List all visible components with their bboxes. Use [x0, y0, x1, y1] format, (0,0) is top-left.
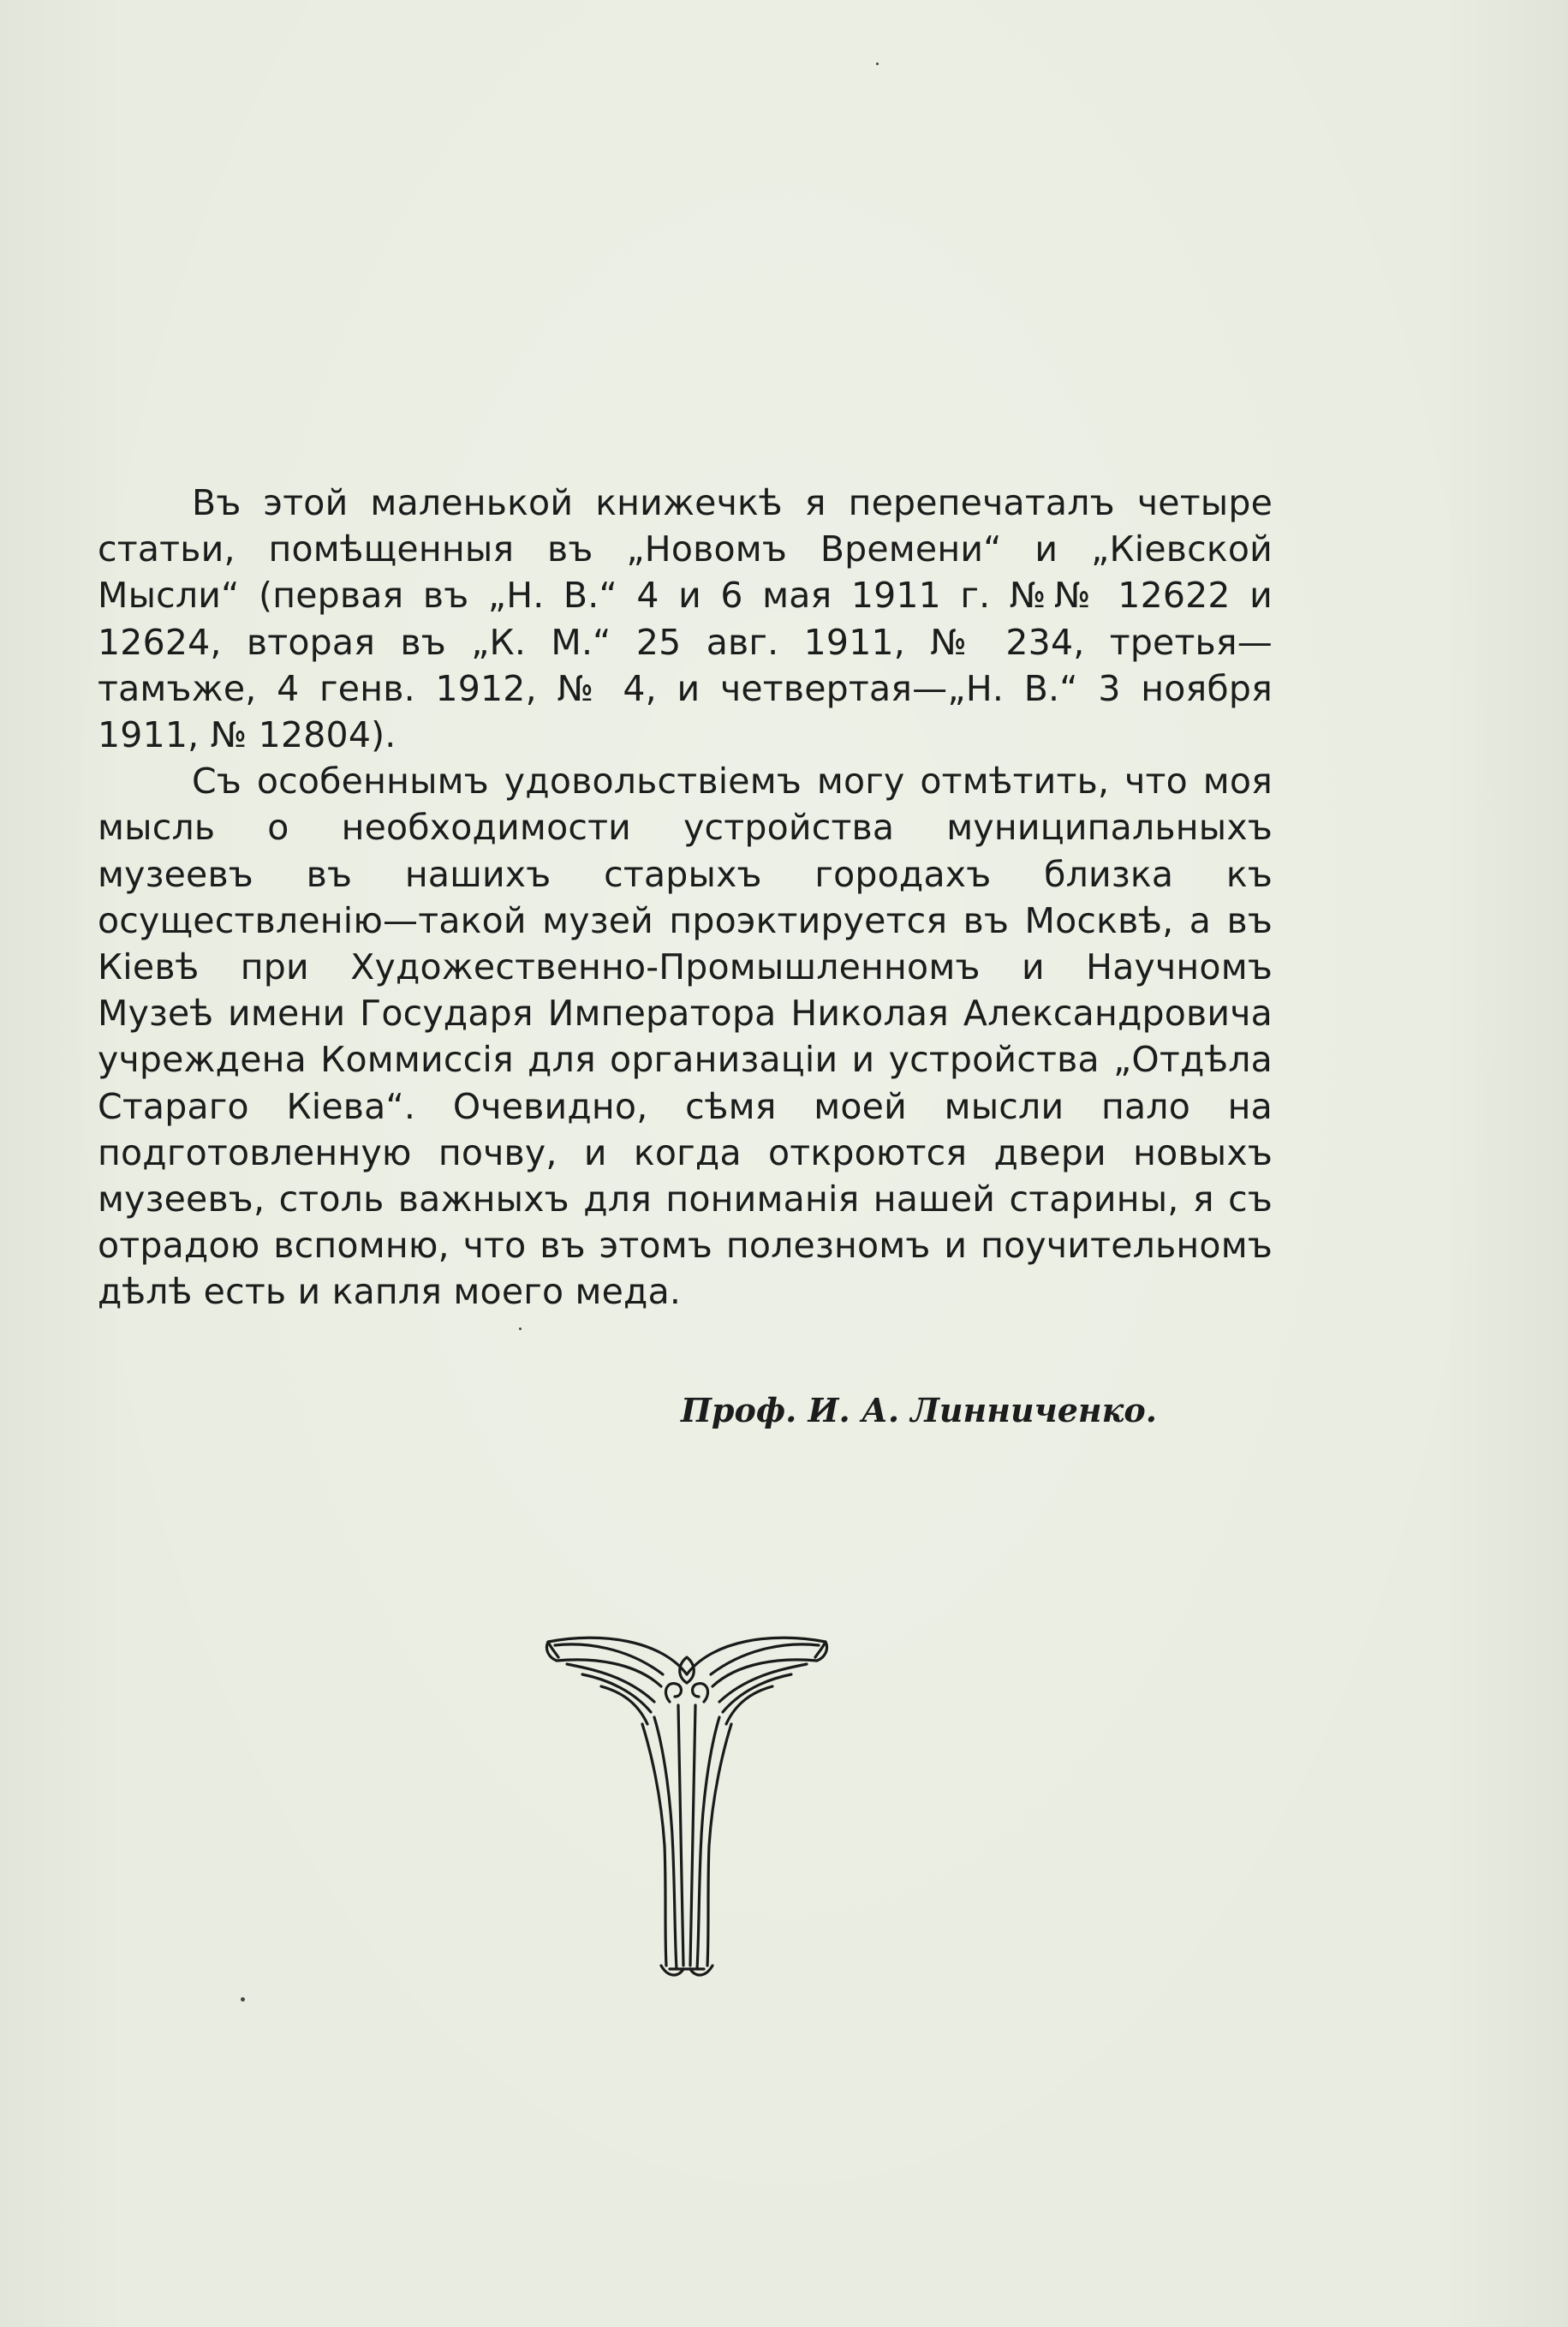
- paragraph-1: Въ этой маленькой книжечкѣ я перепечаталъ четыре статьи, помѣщенныя въ „Новомъ Времени“ и „Кіевской Мысли“ (первая въ „Н. В.“ 4 и 6 мая 1911 г. №№ 12622 и 12624, вторая въ „К. М.“ 25 авг. 1911, № 234, третья—тамъже, 4 генв. 1912, № 4, и четвертая—„Н. В.“ 3 ноября 1911, № 12804).: [98, 482, 1273, 756]
- paper-speck: [876, 63, 879, 65]
- art-nouveau-tailpiece-icon: [541, 1623, 832, 1983]
- author-signature: Проф. И. А. Линниченко.: [681, 1391, 1157, 1429]
- preface-text: [98, 480, 1273, 1316]
- paper-speck: [241, 1997, 245, 2002]
- paper-speck: [519, 1328, 522, 1330]
- paragraph-2: Съ особеннымъ удовольствіемъ могу отмѣтить, что моя мысль о необходимости устройства муниципальныхъ музеевъ въ нашихъ старыхъ городахъ близка къ осуществленію—такой музей проэктируется въ Москвѣ, а въ Кіевѣ при Художественно-Промышленномъ и Научномъ Музеѣ имени Государя Императора Николая Александровича учреждена Коммиссія для организаціи и устройства „Отдѣла Стараго Кіева“. Очевидно, сѣмя моей мысли пало на подготовленную почву, и когда откроются двери новыхъ музеевъ, столь важныхъ для пониманія нашей старины, я съ отрадою вспомню, что въ этомъ полезномъ и поучительномъ дѣлѣ есть и капля моего меда.: [98, 761, 1273, 1313]
